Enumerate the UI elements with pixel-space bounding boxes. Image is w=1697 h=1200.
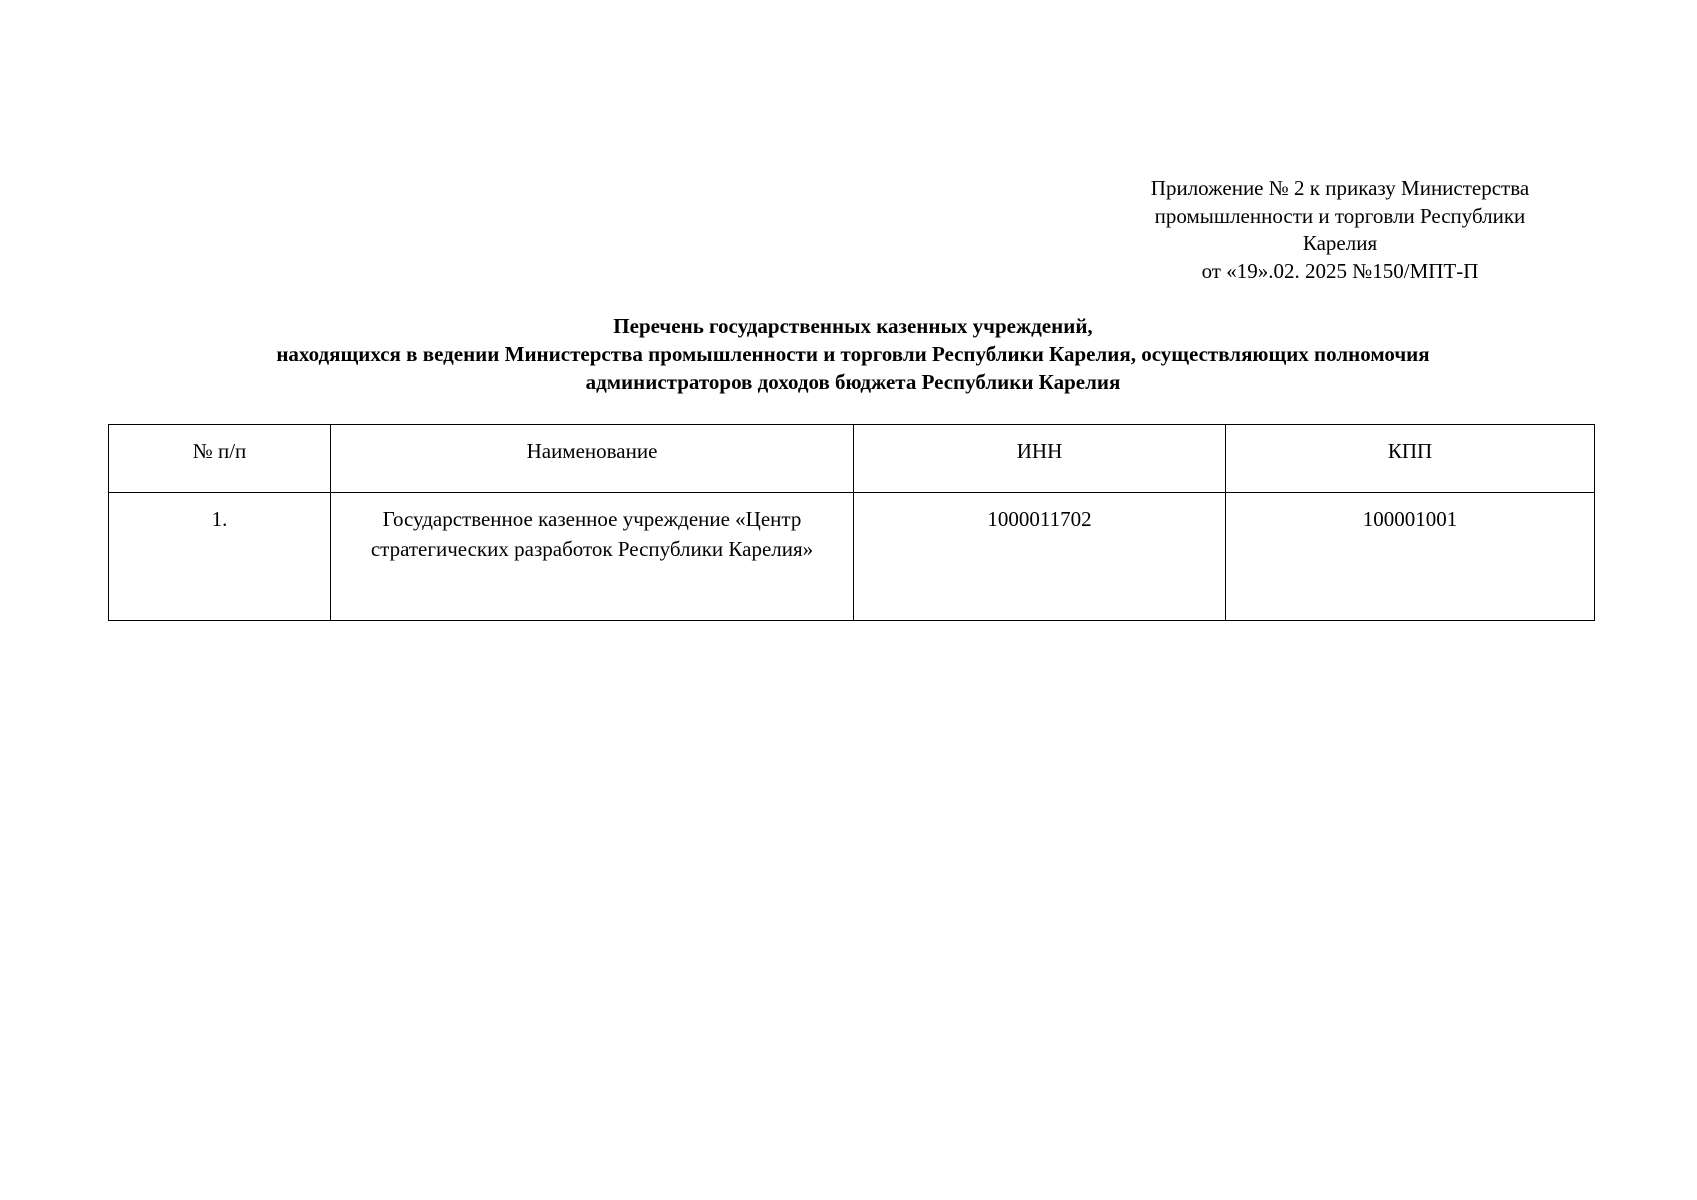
- table-row: [109, 493, 1595, 621]
- cell-name: Государственное казенное учреждение «Центр стратегических разработок Республики Карелия»: [331, 493, 854, 621]
- cell-inn: 1000011702: [854, 493, 1226, 621]
- title-line: находящихся в ведении Министерства промышленности и торговли Республики Карелия, осуществляющих полномочия: [276, 342, 1430, 366]
- table-header-row: [109, 425, 1595, 493]
- appendix-line: Приложение № 2 к приказу Министерства: [1150, 176, 1530, 200]
- appendix-line: Карелия: [1302, 231, 1378, 255]
- document-title: [108, 312, 1598, 396]
- appendix-note: [1090, 175, 1590, 285]
- header-inn: ИНН: [854, 425, 1226, 493]
- institutions-table: [108, 424, 1595, 621]
- header-number: № п/п: [109, 425, 331, 493]
- header-name: Наименование: [331, 425, 854, 493]
- appendix-line: промышленности и торговли Республики: [1154, 203, 1526, 228]
- appendix-date-line: от «19».02. 2025 №150/МПТ-П: [1201, 258, 1479, 283]
- cell-kpp: 100001001: [1226, 493, 1595, 621]
- title-line: Перечень государственных казенных учреждений,: [613, 314, 1093, 338]
- title-line: администраторов доходов бюджета Республики Карелия: [585, 370, 1121, 394]
- header-kpp: КПП: [1226, 425, 1595, 493]
- cell-number: 1.: [109, 493, 331, 621]
